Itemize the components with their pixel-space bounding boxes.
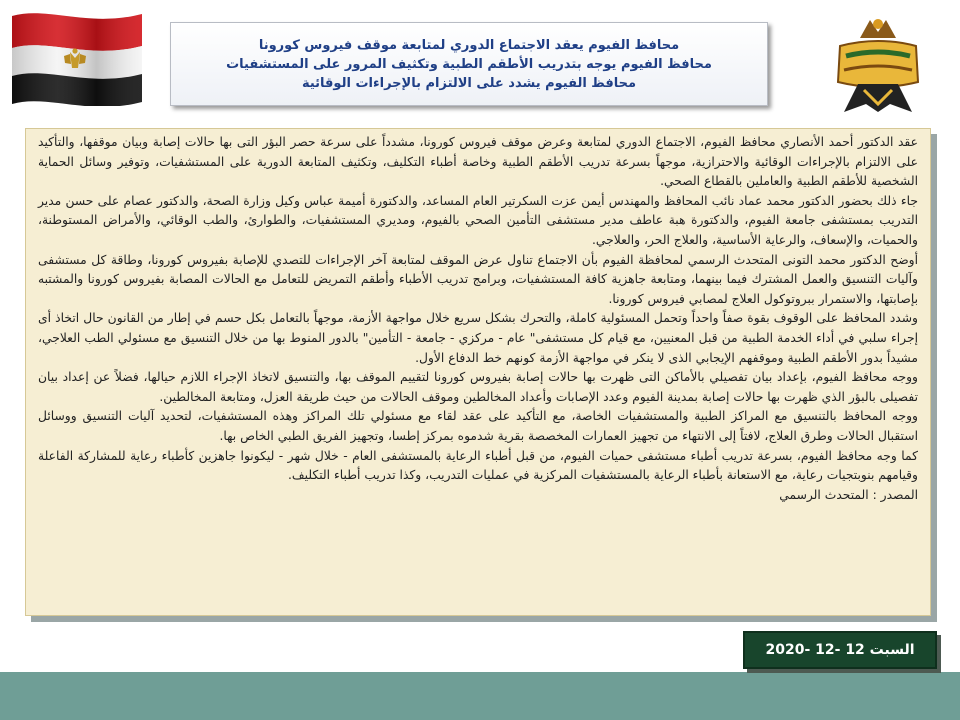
headline-2: محافظ الفيوم يوجه بتدريب الأطقم الطبية وتكثيف المرور على المستشفيات: [226, 56, 712, 72]
article-paragraph-5: ووجه محافظ الفيوم، بإعداد بيان تفصيلي بالأماكن التى ظهرت بها حالات إصابة بفيروس كورونا لتقييم الموقف بها، والتنسيق لاتخاذ الإجراء اللازم حيالها، فضلاً عن إعداد بيان تفصيلى بالبؤر الذي ظهرت بها حالات إصابة بمدينة الفيوم وعدد الإصابات وأعداد المخالطين وموقف الحالات من حيث طريقة العزل، ومتابعة المخالطين.: [38, 370, 918, 404]
article-body: [25, 128, 931, 616]
date-label: السبت 12 -12 -2020: [765, 642, 915, 658]
bottom-band: [0, 672, 960, 720]
headline-box: [170, 22, 768, 106]
article-source: المصدر : المتحدث الرسمي: [779, 487, 918, 502]
date-box: [743, 631, 937, 669]
fayoum-governorate-logo-icon: [830, 12, 926, 116]
headline-3: محافظ الفيوم يشدد على الالتزام بالإجراءات الوقائية: [301, 75, 637, 91]
article-paragraph-4: وشدد المحافظ على الوقوف بقوة صفاً واحداً وتحمل المسئولية كاملة، والتحرك بشكل سريع خلال مواجهة الأزمة، موجهاً بالتعامل بكل حسم في إطار من القانون حال اتخاذ أى إجراء سلبي في أداء الخدمة الطبية من قبل المعنيين، مع قيام كل مستشفى" عام - مركزي - جامعة - التأمين" بالدور المنوط بها من خلال التنسيق مع مسئولي الطب العلاجي، مشيداً بدور الأطقم الطبية وموقفهم الإيجابي الذى لا ينكر في مواجهة الأزمة كونهم خط الدفاع الأول.: [38, 311, 918, 365]
article-paragraph-2: جاء ذلك بحضور الدكتور محمد عماد نائب المحافظ والمهندس أيمن عزت السكرتير العام المساعد، والدكتورة أميمة عباس وكيل وزارة الصحة، والدكتور عصام على حسن مدير التدريب بمستشفى جامعة الفيوم، والدكتورة هبة عاطف مدير مستشفى التأمين الصحي بالفيوم، ومديري المستشفيات، والطوارئ، والطب الوقائي، والأمراض المستوطنة، والحميات، والإسعاف، والرعاية الأساسية، والعلاج الحر، والعلاجي.: [38, 193, 918, 247]
article-paragraph-1: عقد الدكتور أحمد الأنصاري محافظ الفيوم، الاجتماع الدوري لمتابعة وعرض موقف فيروس كورونا، مشدداً على سرعة حصر البؤر التى بها حالات إصابة وبيان موقفها، والتأكيد على الالتزام بالإجراءات الوقائية والاحترازية، موجهاً بسرعة تدريب الأطقم الطبية وخاصة أطباء التكليف، وتكثيف المتابعة الدورية على المستشفيات، وتوفير وسائل الحماية الشخصية للأطقم الطبية والعاملين بالقطاع الصحي.: [38, 135, 918, 189]
article-paragraph-6: ووجه المحافظ بالتنسيق مع المراكز الطبية والمستشفيات الخاصة، مع التأكيد على عقد لقاء مع مسئولي تلك المراكز وهذه المستشفيات، لتحديد آليات التنسيق ووسائل استقبال الحالات وطرق العلاج، لافتاً إلى الانتهاء من تجهيز العمارات المخصصة بقرية شدموه بمركز إطسا، وتجهيز الفريق الطبي الخاص بها.: [38, 409, 918, 443]
article-paragraph-7: كما وجه محافظ الفيوم، بسرعة تدريب أطباء مستشفى حميات الفيوم، من قبل أطباء الرعاية بالمستشفى العام - خلال شهر - ليكونوا جاهزين كأطباء رعاية للمشاركة الفاعلة وقيامهم بنوبتجيات رعاية، مع الاستعانة بأطباء الرعاية بالمستشفيات المركزية في عمليات التدريب، وكذا تدريب أطباء التكليف.: [38, 448, 918, 483]
egypt-flag-icon: [8, 6, 146, 106]
headline-1: محافظ الفيوم يعقد الاجتماع الدوري لمتابعة موقف فيروس كورونا: [258, 37, 680, 53]
article-paragraph-3: أوضح الدكتور محمد التونى المتحدث الرسمي لمحافظة الفيوم بأن الاجتماع تناول عرض الموقف لمتابعة آخر الإجراءات للتصدي للإصابة بفيروس كورونا، وطاقة كل مستشفى وآليات التنسيق والعمل المشترك فيما بينهما، ومتابعة جاهزية كافة المستشفيات، وبرامج تدريب الأطباء وأطقم التمريض للتعامل مع الحالات المصابة بفيروس كورونا والمشتبه بإصابتها، والاستمرار ببروتوكول العلاج لمصابي فيروس كورونا.: [38, 252, 918, 306]
